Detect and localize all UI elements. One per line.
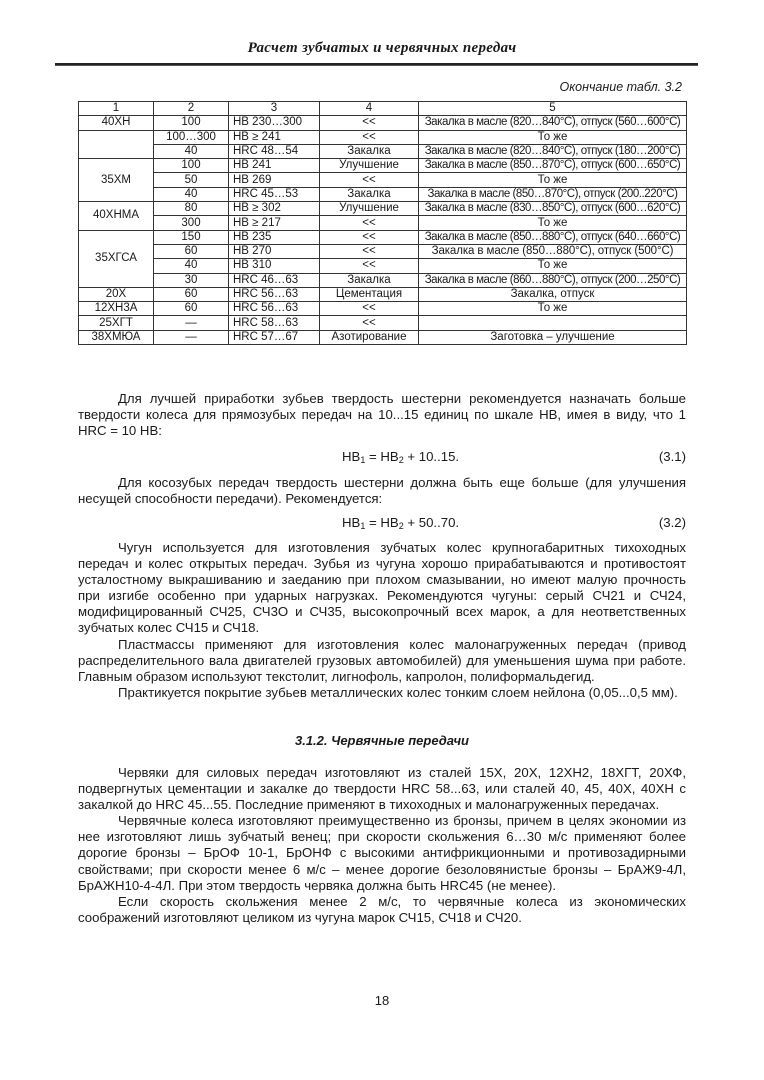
hardness-cell: НВ 310 — [229, 259, 320, 273]
formula-term: НВ — [342, 515, 361, 530]
hardness-cell: HRC 58…63 — [229, 316, 320, 330]
size-cell: 100 — [154, 116, 229, 130]
mode-cell: Закалка в масле (820…840°С), отпуск (560…600°С) — [419, 116, 687, 130]
mode-cell: То же — [419, 302, 687, 316]
mode-cell: То же — [419, 216, 687, 230]
treatment-cell: Закалка — [320, 187, 419, 201]
paragraph-text: Пластмассы применяют для изготовления колес малонагруженных передач (привод распределительного вала двигателей грузовых автомобилей) для уменьшения шума при работе. Главным образом используют текстолит, лигнофоль, капролон, полиформальдегид. — [78, 636, 686, 684]
mode-cell: Закалка в масле (850…870°С), отпуск (200..220°С) — [419, 187, 687, 201]
mode-cell: Закалка в масле (860…880°С), отпуск (200…250°С) — [419, 273, 687, 287]
size-cell: 80 — [154, 202, 229, 216]
section-title: 3.1.2. Червячные передачи — [294, 733, 469, 748]
hardness-cell: НВ ≥ 302 — [229, 202, 320, 216]
formula-term: = НВ — [365, 515, 399, 530]
mode-cell: То же — [419, 130, 687, 144]
treatment-cell: << — [320, 259, 419, 273]
hardness-cell: НВ 230…300 — [229, 116, 320, 130]
hardness-cell: HRC 57…67 — [229, 330, 320, 344]
hardness-cell: НВ 270 — [229, 244, 320, 258]
table-row — [79, 259, 687, 273]
steel-cell: 40ХН — [79, 116, 154, 130]
table-row — [79, 287, 687, 301]
mode-cell: Закалка в масле (850…880°С), отпуск (500°С) — [419, 244, 687, 258]
column-header: 4 — [320, 102, 419, 116]
treatment-cell: Закалка — [320, 144, 419, 158]
size-cell: 300 — [154, 216, 229, 230]
treatment-cell: << — [320, 302, 419, 316]
paragraph-text: Чугун используется для изготовления зубчатых колес крупногабаритных тихоходных передач и колес открытых передач. Зубья из чугуна хорошо прирабатываются и противостоят усталостному выкрашиванию и заеданию при плохом смазывании, но имеют малую прочность при изгибе особенно при ударных нагрузках. Рекомендуются чугуны: серый СЧ21 и СЧ24, модифицированный СЧ25, СЧ3О и СЧ35, высокопрочный всех марок, а для неответственных зубчатых колес СЧ15 и СЧ18. — [78, 540, 686, 636]
steel-cell: 35ХГСА — [79, 230, 154, 287]
formula-term: + 50..70. — [403, 515, 460, 530]
treatment-cell: << — [320, 130, 419, 144]
table-row — [79, 130, 687, 144]
size-cell: 150 — [154, 230, 229, 244]
formula-subscript: 1 — [360, 521, 366, 531]
formula-term: НВ — [342, 449, 361, 464]
size-cell: — — [154, 316, 229, 330]
mode-cell — [419, 316, 687, 330]
size-cell: 60 — [154, 302, 229, 316]
formula-number: (3.1) — [658, 449, 686, 464]
table-row — [79, 330, 687, 344]
header-rule — [55, 63, 698, 66]
mode-cell: То же — [419, 173, 687, 187]
paragraph-text: Если скорость скольжения менее 2 м/с, то червячные колеса из экономических соображений изготовляют целиком из чугуна марок СЧ15, СЧ18 и СЧ20. — [78, 893, 686, 925]
table-header-row — [79, 102, 687, 116]
size-cell: 60 — [154, 287, 229, 301]
paragraph-hardness-helical — [78, 475, 686, 507]
formula-3-2 — [78, 515, 686, 531]
table-row — [79, 173, 687, 187]
hardness-cell: HRC 46…63 — [229, 273, 320, 287]
steel-cell: 40ХНМА — [79, 202, 154, 231]
hardness-cell: НВ ≥ 217 — [229, 216, 320, 230]
steel-cell: 38ХМЮА — [79, 330, 154, 344]
page-number: 18 — [374, 993, 390, 1008]
table-row — [79, 273, 687, 287]
formula-3-1 — [78, 449, 686, 465]
formula-subscript: 2 — [398, 455, 404, 465]
treatment-cell: Закалка — [320, 273, 419, 287]
steel-cell: 25ХГТ — [79, 316, 154, 330]
table-row — [79, 202, 687, 216]
steel-table — [78, 101, 687, 345]
column-header: 2 — [154, 102, 229, 116]
mode-cell: Закалка в масле (850…870°С), отпуск (600…650°С) — [419, 159, 687, 173]
hardness-cell: HRC 56…63 — [229, 287, 320, 301]
table-row — [79, 144, 687, 158]
paragraph-text: Червячные колеса изготовляют преимущественно из бронзы, причем в целях экономии из нее изготовляют лишь зубчатый венец; при скорости скольжения 6…30 м/с применяют более дорогие бронзы – БрОФ 10-1, БрОНФ с высокими антифрикционными и противозадирными свойствами; при скорости менее 6 м/с – менее дорогие безоловянистые бронзы – БрАЖ9-4Л, БрАЖН10-4-4Л. При этом твердость червяка должна быть HRC45 (не менее). — [78, 813, 686, 893]
treatment-cell: << — [320, 316, 419, 330]
paragraph-hardness-spur — [78, 391, 686, 439]
column-header: 5 — [419, 102, 687, 116]
steel-cell: 12ХН3А — [79, 302, 154, 316]
hardness-cell: HRC 56…63 — [229, 302, 320, 316]
column-header: 3 — [229, 102, 320, 116]
formula-number: (3.2) — [658, 515, 686, 530]
table-row — [79, 230, 687, 244]
hardness-cell: НВ 269 — [229, 173, 320, 187]
column-header: 1 — [79, 102, 154, 116]
table-row — [79, 316, 687, 330]
steel-cell: 20Х — [79, 287, 154, 301]
hardness-cell: HRC 48…54 — [229, 144, 320, 158]
formula-term: + 10..15. — [403, 449, 460, 464]
formula-subscript: 1 — [360, 455, 366, 465]
hardness-cell: НВ 235 — [229, 230, 320, 244]
mode-cell: Закалка, отпуск — [419, 287, 687, 301]
steel-cell: 35ХМ — [79, 159, 154, 202]
hardness-cell: НВ ≥ 241 — [229, 130, 320, 144]
treatment-cell: << — [320, 244, 419, 258]
paragraph-text: Для косозубых передач твердость шестерни должна быть еще больше (для улучшения несущей способности передачи). Рекомендуется: — [78, 475, 686, 507]
formula-expression — [342, 515, 459, 531]
size-cell: 30 — [154, 273, 229, 287]
paragraph-text: Для лучшей приработки зубьев твердость шестерни рекомендуется назначать больше твердости колеса для прямозубых передач на 10...15 единиц по шкале НВ, имея в виду, что 1 HRC = 10 НВ: — [78, 391, 686, 439]
hardness-cell: HRC 45…53 — [229, 187, 320, 201]
treatment-cell: Улучшение — [320, 202, 419, 216]
treatment-cell: Цементация — [320, 287, 419, 301]
size-cell: 50 — [154, 173, 229, 187]
paragraph-text: Практикуется покрытие зубьев металлических колес тонким слоем нейлона (0,05...0,5 мм). — [118, 684, 678, 700]
table-row — [79, 302, 687, 316]
size-cell: 100…300 — [154, 130, 229, 144]
treatment-cell: << — [320, 116, 419, 130]
table-row — [79, 187, 687, 201]
size-cell: 40 — [154, 187, 229, 201]
treatment-cell: Азотирование — [320, 330, 419, 344]
paragraph-text: Червяки для силовых передач изготовляют из сталей 15Х, 20Х, 12ХН2, 18ХГТ, 20ХФ, подвергнутых цементации и закалке до твердости HRC 58...63, или сталей 40, 45, 40Х, 40ХН с закалкой до HRC 45...55. Последние применяют в тихоходных и малонагруженных передачах. — [78, 765, 686, 813]
table-row — [79, 159, 687, 173]
size-cell: 40 — [154, 259, 229, 273]
treatment-cell: << — [320, 173, 419, 187]
paragraph-cast-iron — [78, 540, 686, 701]
treatment-cell: Улучшение — [320, 159, 419, 173]
mode-cell: То же — [419, 259, 687, 273]
treatment-cell: << — [320, 216, 419, 230]
treatment-cell: << — [320, 230, 419, 244]
formula-expression — [342, 449, 459, 465]
mode-cell: Заготовка – улучшение — [419, 330, 687, 344]
size-cell: 40 — [154, 144, 229, 158]
formula-term: = НВ — [365, 449, 399, 464]
hardness-cell: НВ 241 — [229, 159, 320, 173]
table-row — [79, 216, 687, 230]
formula-subscript: 2 — [398, 521, 404, 531]
size-cell: 60 — [154, 244, 229, 258]
mode-cell: Закалка в масле (850…880°С), отпуск (640…660°С) — [419, 230, 687, 244]
mode-cell: Закалка в масле (820…840°С), отпуск (180…200°С) — [419, 144, 687, 158]
running-title: Расчет зубчатых и червячных передач — [247, 40, 517, 56]
size-cell: 100 — [154, 159, 229, 173]
mode-cell: Закалка в масле (830…850°С), отпуск (600…620°С) — [419, 202, 687, 216]
table-row — [79, 116, 687, 130]
paragraph-worm-gears — [78, 765, 686, 926]
size-cell: — — [154, 330, 229, 344]
table-caption: Окончание табл. 3.2 — [559, 80, 682, 94]
table-row — [79, 244, 687, 258]
steel-cell — [79, 130, 154, 159]
